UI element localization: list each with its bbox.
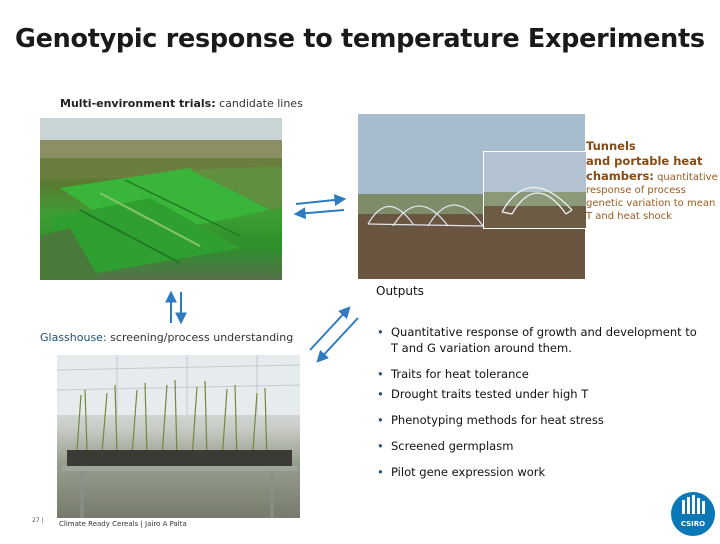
- tunnels-description-rest: quantitative response of process genetic variation to mean T and heat shock: [586, 172, 718, 222]
- footer-text: Climate Ready Cereals | Jairo A Palta: [59, 520, 187, 528]
- output-item: • Pilot gene expression work: [377, 464, 697, 480]
- outputs-heading: Outputs: [376, 284, 424, 298]
- slide-title: Genotypic response to temperature Experiments: [15, 24, 705, 54]
- output-item: • Phenotyping methods for heat stress: [377, 412, 697, 428]
- diagonal-arrow-upper: [310, 308, 349, 350]
- diagonal-arrow-lower: [318, 318, 358, 361]
- output-item: • Traits for heat tolerance: [377, 366, 697, 382]
- glasshouse-bold: Glasshouse:: [40, 331, 107, 344]
- glasshouse-photo: [57, 355, 300, 518]
- output-item: • Screened germplasm: [377, 438, 697, 454]
- horizontal-arrow-bottom: [296, 210, 344, 214]
- tunnels-heading-line-1: Tunnels: [586, 139, 636, 153]
- tunnels-heading-line-3: chambers:: [586, 169, 654, 183]
- horizontal-arrow-top: [296, 199, 344, 204]
- output-item: • Drought traits tested under high T: [377, 386, 697, 402]
- outputs-list: [377, 324, 697, 480]
- tunnels-heading-line-2: and portable heat: [586, 154, 703, 168]
- glasshouse-label: [40, 331, 293, 344]
- multi-environment-bold: Multi-environment trials:: [60, 97, 216, 110]
- multi-environment-rest: candidate lines: [215, 97, 303, 110]
- csiro-logo-text: CSIRO: [680, 520, 706, 528]
- csiro-logo: [666, 488, 720, 540]
- output-item: • Quantitative response of growth and development to T and G variation around them.: [377, 324, 697, 356]
- footer-page-number: 27 |: [32, 517, 44, 524]
- glasshouse-illustration: [57, 355, 300, 518]
- csiro-logo-mark: [666, 488, 720, 540]
- glasshouse-rest: screening/process understanding: [106, 331, 294, 344]
